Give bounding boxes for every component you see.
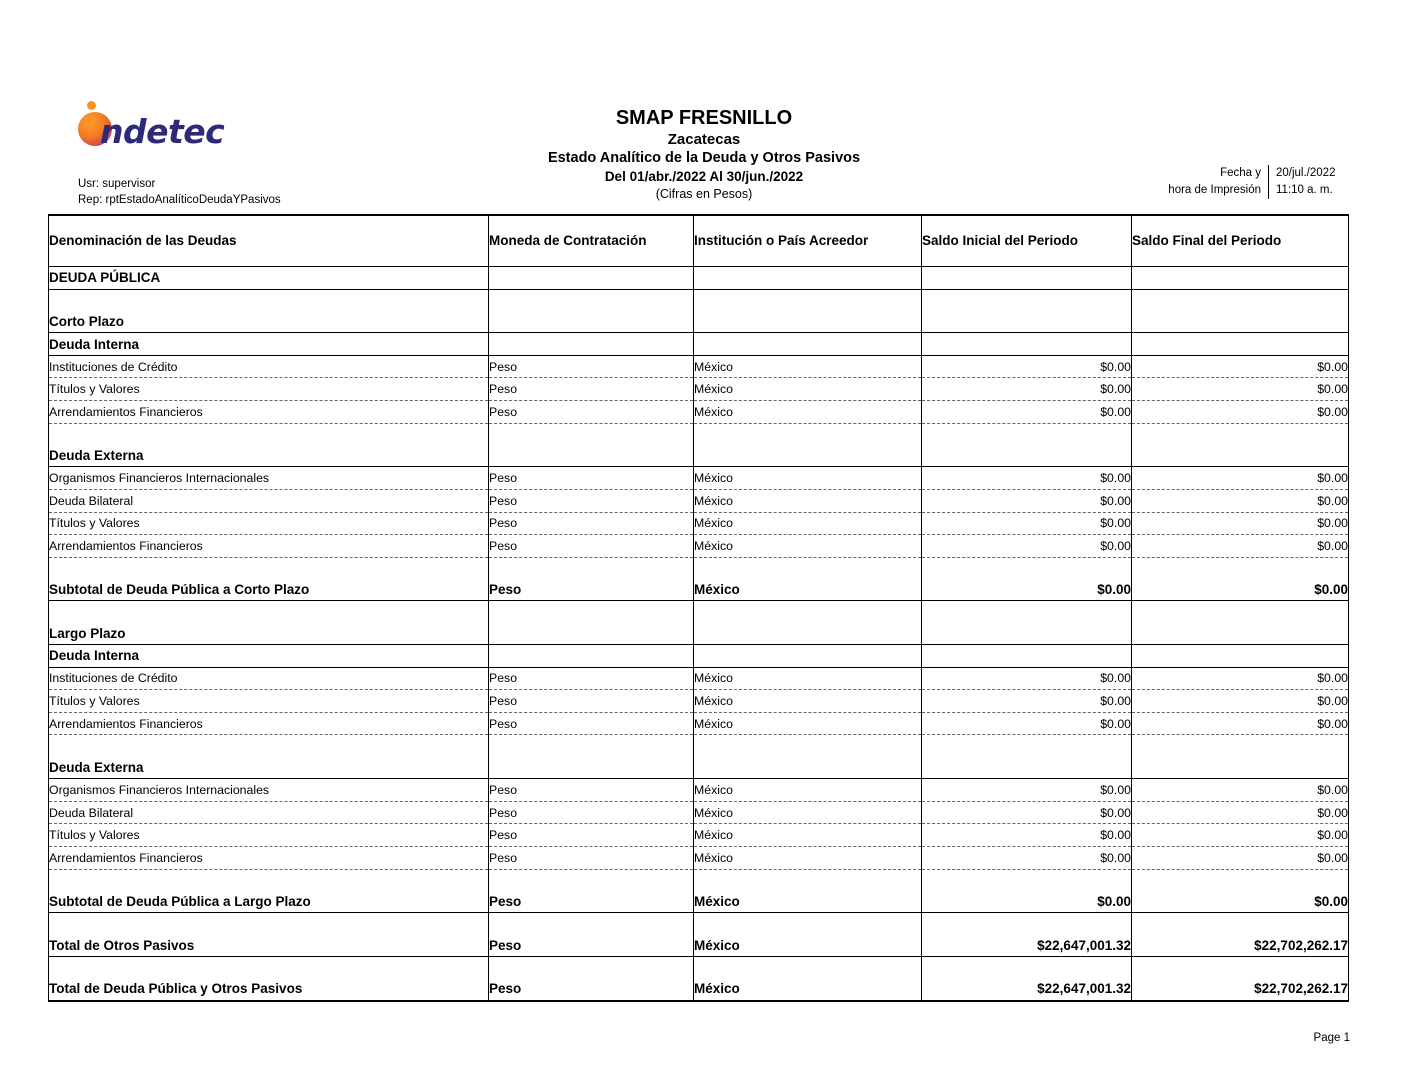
table-row: [49, 267, 1349, 290]
cell-denominacion: Subtotal de Deuda Pública a Corto Plazo: [49, 579, 489, 601]
cell-saldo-inicial: $0.00: [922, 535, 1132, 558]
spacer-cell: [1132, 913, 1349, 935]
cell-institucion: [694, 311, 922, 333]
table-body: [49, 267, 1349, 1001]
cell-moneda: Peso: [489, 824, 694, 847]
table-row: [49, 489, 1349, 512]
org-title: SMAP FRESNILLO: [615, 107, 793, 129]
cell-denominacion: Subtotal de Deuda Pública a Largo Plazo: [49, 891, 489, 913]
cell-saldo-final: $0.00: [1132, 535, 1349, 558]
table-row: [49, 667, 1349, 690]
spacer-cell: [49, 557, 489, 579]
spacer-cell: [694, 735, 922, 757]
cell-saldo-final: $0.00: [1132, 489, 1349, 512]
cell-saldo-final: $0.00: [1132, 801, 1349, 824]
report-units: (Cifras en Pesos): [655, 187, 753, 201]
cell-saldo-inicial: $0.00: [922, 667, 1132, 690]
cell-saldo-final: $0.00: [1132, 355, 1349, 378]
cell-denominacion: Títulos y Valores: [49, 824, 489, 847]
cell-moneda: Peso: [489, 712, 694, 735]
cell-saldo-final: [1132, 623, 1349, 645]
cell-denominacion: Títulos y Valores: [49, 378, 489, 401]
table-row: [49, 891, 1349, 913]
table-row: [49, 601, 1349, 623]
report-title: Estado Analítico de la Deuda y Otros Pasivos: [547, 150, 861, 166]
cell-saldo-inicial: [922, 267, 1132, 290]
spacer-cell: [922, 289, 1132, 311]
spacer-cell: [49, 735, 489, 757]
cell-moneda: Peso: [489, 467, 694, 490]
cell-denominacion: Instituciones de Crédito: [49, 355, 489, 378]
table-row: [49, 869, 1349, 891]
cell-moneda: Peso: [489, 512, 694, 535]
debt-table: [48, 214, 1349, 1002]
cell-moneda: [489, 445, 694, 467]
cell-saldo-final: $0.00: [1132, 712, 1349, 735]
cell-denominacion: Deuda Bilateral: [49, 489, 489, 512]
cell-denominacion: Arrendamientos Financieros: [49, 401, 489, 424]
cell-saldo-inicial: [922, 757, 1132, 779]
spacer-cell: [1132, 735, 1349, 757]
cell-saldo-final: $0.00: [1132, 824, 1349, 847]
cell-saldo-inicial: $22,647,001.32: [922, 978, 1132, 1001]
table-row: [49, 512, 1349, 535]
spacer-cell: [49, 913, 489, 935]
time-label: hora de Impresión: [1168, 184, 1261, 196]
cell-saldo-inicial: $0.00: [922, 712, 1132, 735]
cell-saldo-final: $0.00: [1132, 891, 1349, 913]
cell-saldo-final: [1132, 645, 1349, 668]
cell-saldo-final: $0.00: [1132, 667, 1349, 690]
cell-saldo-final: $0.00: [1132, 579, 1349, 601]
cell-denominacion: Arrendamientos Financieros: [49, 712, 489, 735]
spacer-cell: [1132, 956, 1349, 978]
spacer-cell: [694, 601, 922, 623]
cell-saldo-inicial: $0.00: [922, 467, 1132, 490]
spacer-cell: [1132, 423, 1349, 445]
cell-moneda: [489, 757, 694, 779]
table-row: [49, 913, 1349, 935]
cell-institucion: México: [694, 891, 922, 913]
table-row: [49, 333, 1349, 356]
spacer-cell: [694, 557, 922, 579]
spacer-cell: [1132, 869, 1349, 891]
cell-saldo-inicial: $0.00: [922, 779, 1132, 802]
cell-institucion: México: [694, 512, 922, 535]
cell-saldo-inicial: $0.00: [922, 690, 1132, 713]
cell-institucion: [694, 623, 922, 645]
spacer-cell: [694, 913, 922, 935]
cell-institucion: México: [694, 934, 922, 956]
cell-institucion: México: [694, 712, 922, 735]
cell-saldo-final: $0.00: [1132, 401, 1349, 424]
cell-institucion: México: [694, 535, 922, 558]
table-row: [49, 557, 1349, 579]
cell-institucion: México: [694, 355, 922, 378]
cell-saldo-inicial: $22,647,001.32: [922, 934, 1132, 956]
spacer-cell: [922, 601, 1132, 623]
cell-saldo-inicial: $0.00: [922, 824, 1132, 847]
table-row: [49, 824, 1349, 847]
table-row: [49, 355, 1349, 378]
cell-institucion: México: [694, 489, 922, 512]
cell-denominacion: Total de Deuda Pública y Otros Pasivos: [49, 978, 489, 1001]
spacer-cell: [489, 869, 694, 891]
date-value: 20/jul./2022: [1268, 165, 1350, 182]
spacer-cell: [49, 869, 489, 891]
spacer-cell: [49, 601, 489, 623]
table-row: [49, 445, 1349, 467]
cell-denominacion: Títulos y Valores: [49, 690, 489, 713]
cell-moneda: Peso: [489, 489, 694, 512]
col-saldo-final: Saldo Final del Periodo: [1132, 215, 1349, 267]
table-row: [49, 645, 1349, 668]
cell-moneda: Peso: [489, 535, 694, 558]
cell-moneda: [489, 311, 694, 333]
cell-denominacion: Deuda Interna: [49, 645, 489, 668]
cell-saldo-inicial: [922, 333, 1132, 356]
cell-saldo-final: $0.00: [1132, 467, 1349, 490]
cell-institucion: [694, 445, 922, 467]
cell-moneda: Peso: [489, 891, 694, 913]
cell-denominacion: Arrendamientos Financieros: [49, 535, 489, 558]
cell-saldo-final: [1132, 267, 1349, 290]
spacer-cell: [922, 423, 1132, 445]
table-row: [49, 846, 1349, 869]
cell-moneda: Peso: [489, 934, 694, 956]
cell-denominacion: Deuda Externa: [49, 445, 489, 467]
cell-saldo-inicial: $0.00: [922, 512, 1132, 535]
spacer-cell: [694, 289, 922, 311]
cell-saldo-final: [1132, 311, 1349, 333]
cell-moneda: Peso: [489, 579, 694, 601]
cell-institucion: México: [694, 824, 922, 847]
time-value: 11:10 a. m.: [1268, 182, 1350, 199]
cell-moneda: [489, 645, 694, 668]
table-header-row: [49, 215, 1349, 267]
cell-moneda: Peso: [489, 667, 694, 690]
table-row: [49, 579, 1349, 601]
spacer-cell: [489, 601, 694, 623]
cell-institucion: México: [694, 378, 922, 401]
cell-moneda: Peso: [489, 846, 694, 869]
cell-saldo-final: [1132, 333, 1349, 356]
spacer-cell: [922, 956, 1132, 978]
spacer-cell: [922, 735, 1132, 757]
cell-institucion: [694, 333, 922, 356]
cell-institucion: México: [694, 667, 922, 690]
cell-institucion: México: [694, 690, 922, 713]
table-row: [49, 801, 1349, 824]
cell-saldo-final: $0.00: [1132, 690, 1349, 713]
cell-saldo-final: [1132, 445, 1349, 467]
cell-moneda: Peso: [489, 378, 694, 401]
cell-moneda: [489, 623, 694, 645]
cell-institucion: [694, 645, 922, 668]
spacer-cell: [922, 913, 1132, 935]
cell-saldo-inicial: [922, 311, 1132, 333]
spacer-cell: [1132, 601, 1349, 623]
logo-wordmark: ndetec: [100, 112, 225, 151]
spacer-cell: [489, 913, 694, 935]
cell-institucion: México: [694, 467, 922, 490]
cell-denominacion: Deuda Externa: [49, 757, 489, 779]
spacer-cell: [694, 869, 922, 891]
cell-saldo-final: $0.00: [1132, 846, 1349, 869]
report-period: Del 01/abr./2022 Al 30/jun./2022: [604, 169, 804, 184]
cell-institucion: [694, 267, 922, 290]
col-denominacion: Denominación de las Deudas: [49, 215, 489, 267]
cell-institucion: México: [694, 801, 922, 824]
spacer-cell: [1132, 289, 1349, 311]
cell-saldo-inicial: $0.00: [922, 401, 1132, 424]
cell-denominacion: Deuda Bilateral: [49, 801, 489, 824]
col-saldo-inicial: Saldo Inicial del Periodo: [922, 215, 1132, 267]
cell-saldo-inicial: $0.00: [922, 489, 1132, 512]
cell-denominacion: Organismos Financieros Internacionales: [49, 779, 489, 802]
cell-institucion: [694, 757, 922, 779]
table-row: [49, 289, 1349, 311]
table-row: [49, 423, 1349, 445]
cell-saldo-inicial: [922, 623, 1132, 645]
cell-denominacion: Títulos y Valores: [49, 512, 489, 535]
cell-saldo-inicial: [922, 645, 1132, 668]
report-id-line: Rep: rptEstadoAnalíticoDeudaYPasivos: [78, 194, 281, 206]
state-name: Zacatecas: [667, 131, 741, 148]
cell-moneda: Peso: [489, 801, 694, 824]
spacer-cell: [922, 557, 1132, 579]
cell-saldo-inicial: $0.00: [922, 891, 1132, 913]
cell-saldo-final: [1132, 757, 1349, 779]
cell-denominacion: Corto Plazo: [49, 311, 489, 333]
spacer-cell: [922, 869, 1132, 891]
cell-moneda: [489, 333, 694, 356]
cell-denominacion: Arrendamientos Financieros: [49, 846, 489, 869]
table-row: [49, 401, 1349, 424]
table-row: [49, 757, 1349, 779]
cell-saldo-inicial: $0.00: [922, 355, 1132, 378]
cell-moneda: Peso: [489, 690, 694, 713]
print-meta: [1168, 165, 1350, 199]
spacer-cell: [489, 557, 694, 579]
cell-institucion: México: [694, 401, 922, 424]
table-row: [49, 956, 1349, 978]
table-row: [49, 378, 1349, 401]
table-row: [49, 934, 1349, 956]
cell-saldo-final: $22,702,262.17: [1132, 978, 1349, 1001]
table-row: [49, 467, 1349, 490]
spacer-cell: [489, 735, 694, 757]
cell-saldo-final: $0.00: [1132, 512, 1349, 535]
spacer-cell: [489, 956, 694, 978]
col-moneda: Moneda de Contratación: [489, 215, 694, 267]
spacer-cell: [49, 423, 489, 445]
cell-denominacion: Largo Plazo: [49, 623, 489, 645]
cell-moneda: Peso: [489, 779, 694, 802]
cell-moneda: [489, 267, 694, 290]
user-line: Usr: supervisor: [78, 178, 156, 190]
report-header: [0, 0, 1408, 206]
cell-saldo-inicial: $0.00: [922, 579, 1132, 601]
spacer-cell: [489, 423, 694, 445]
cell-saldo-final: $22,702,262.17: [1132, 934, 1349, 956]
cell-denominacion: Organismos Financieros Internacionales: [49, 467, 489, 490]
table-row: [49, 712, 1349, 735]
spacer-cell: [489, 289, 694, 311]
spacer-cell: [49, 289, 489, 311]
table-row: [49, 535, 1349, 558]
spacer-cell: [694, 423, 922, 445]
cell-saldo-inicial: $0.00: [922, 378, 1132, 401]
cell-institucion: México: [694, 978, 922, 1001]
cell-institucion: México: [694, 779, 922, 802]
table-row: [49, 311, 1349, 333]
col-institucion: Institución o País Acreedor: [694, 215, 922, 267]
table-row: [49, 735, 1349, 757]
cell-denominacion: Instituciones de Crédito: [49, 667, 489, 690]
spacer-cell: [1132, 557, 1349, 579]
cell-moneda: Peso: [489, 978, 694, 1001]
table-row: [49, 623, 1349, 645]
cell-moneda: Peso: [489, 355, 694, 378]
table-row: [49, 690, 1349, 713]
cell-saldo-inicial: $0.00: [922, 846, 1132, 869]
page-number: Page 1: [1313, 1032, 1350, 1044]
cell-saldo-inicial: $0.00: [922, 801, 1132, 824]
table-row: [49, 978, 1349, 1001]
cell-institucion: México: [694, 579, 922, 601]
table-row: [49, 779, 1349, 802]
cell-institucion: México: [694, 846, 922, 869]
cell-saldo-final: $0.00: [1132, 378, 1349, 401]
cell-denominacion: Deuda Interna: [49, 333, 489, 356]
cell-moneda: Peso: [489, 401, 694, 424]
cell-saldo-final: $0.00: [1132, 779, 1349, 802]
cell-denominacion: DEUDA PÚBLICA: [49, 267, 489, 290]
spacer-cell: [49, 956, 489, 978]
date-label: Fecha y: [1220, 167, 1261, 179]
spacer-cell: [694, 956, 922, 978]
cell-saldo-inicial: [922, 445, 1132, 467]
cell-denominacion: Total de Otros Pasivos: [49, 934, 489, 956]
